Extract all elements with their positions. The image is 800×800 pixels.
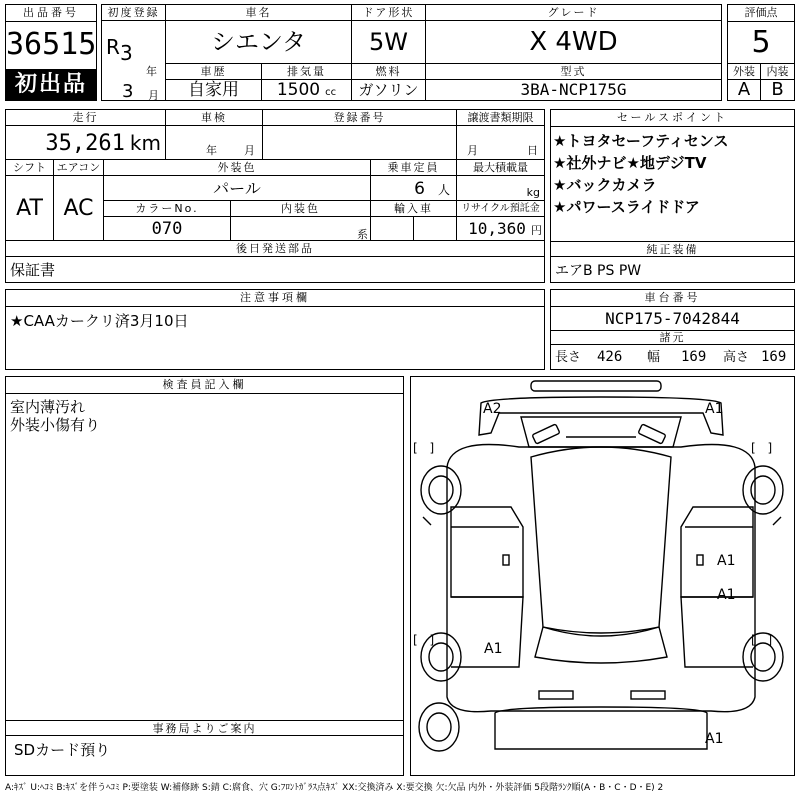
- era-letter: R: [106, 35, 120, 59]
- color-label: 外装色: [104, 160, 371, 176]
- score-box: [727, 4, 795, 101]
- color-value: パール: [104, 176, 371, 201]
- bracket-mark: [ ]: [751, 441, 777, 455]
- score-value: 5: [728, 21, 794, 64]
- import-value-a: [371, 217, 414, 241]
- car-name-label: 車名: [166, 5, 352, 21]
- recycle-value: [457, 217, 544, 241]
- spec-row: [551, 346, 794, 369]
- displacement-number: 1500: [276, 80, 321, 100]
- sales-points-label: セールスポイント: [551, 110, 794, 127]
- notes-box: [5, 289, 545, 370]
- color-no-label: カラーNo.: [104, 201, 231, 217]
- capacity-label: 乗車定員: [371, 160, 457, 176]
- shift-value: AT: [6, 176, 54, 241]
- door-label: ドア形状: [352, 5, 426, 21]
- bracket-mark: [ ]: [413, 441, 439, 455]
- import-label: 輸入車: [371, 201, 457, 217]
- door-value: 5W: [352, 21, 426, 64]
- width-value: 169: [681, 349, 707, 365]
- displacement-label: 排気量: [262, 64, 352, 80]
- later-label: 後日発送部品: [6, 241, 544, 257]
- inspector-box: [5, 376, 404, 776]
- car-diagram-svg: [411, 377, 794, 775]
- reg-year: 3: [120, 41, 133, 65]
- height-label: 高さ: [723, 350, 750, 365]
- displacement-unit: cc: [325, 87, 337, 98]
- sales-points-box: [550, 109, 795, 283]
- plate-label: 登録番号: [263, 110, 457, 126]
- inspector-line-1: 室内薄汚れ: [10, 398, 86, 416]
- sales-point-item: ★トヨタセーフティセンス: [553, 132, 729, 150]
- inspection-year-unit: 年: [206, 144, 217, 157]
- exterior-grade: A: [728, 80, 761, 100]
- displacement-value: [262, 80, 352, 100]
- model-value: 3BA-NCP175G: [520, 80, 627, 99]
- fuel-label: 燃料: [352, 64, 426, 80]
- load-label: 最大積載量: [457, 160, 544, 176]
- office-label: 事務局よりご案内: [6, 720, 403, 736]
- inspector-line-2: 外装小傷有り: [10, 416, 101, 434]
- recycle-label: リサイクル預託金: [457, 201, 544, 217]
- first-listing-badge: 初出品: [6, 69, 96, 100]
- capacity-number: 6: [414, 179, 425, 199]
- bracket-mark: [ ]: [751, 633, 777, 647]
- length-label: 長さ: [555, 350, 582, 365]
- grade-label: グレード: [426, 5, 721, 21]
- mileage-number: 35,261: [45, 131, 125, 156]
- length-value: 426: [597, 349, 623, 365]
- damage-mark: A1: [484, 641, 503, 657]
- later-value: 保証書: [10, 261, 56, 279]
- recycle-number: 10,360: [468, 219, 526, 238]
- history-label: 車歴: [166, 64, 262, 80]
- damage-mark: A1: [717, 553, 736, 569]
- import-value-b: [414, 217, 457, 241]
- recycle-unit: 円: [531, 224, 542, 237]
- notes-value: ★CAAカークリ済3月10日: [10, 312, 189, 330]
- mileage-label: 走行: [6, 110, 166, 126]
- capacity-value: [371, 176, 457, 201]
- first-reg-label: 初度登録: [102, 5, 166, 21]
- lot-number: 36515: [6, 27, 97, 62]
- damage-mark: A1: [705, 401, 724, 417]
- shift-label: シフト: [6, 160, 54, 176]
- spec-label: 諸元: [551, 331, 794, 345]
- damage-mark: A1: [717, 587, 736, 603]
- sales-point-item: ★バックカメラ: [553, 176, 657, 194]
- damage-mark: A2: [483, 401, 502, 417]
- transfer-month-unit: 月: [467, 144, 478, 157]
- chassis-box: [550, 289, 795, 370]
- first-reg-value: [102, 21, 166, 100]
- sales-point-item: ★社外ナビ★地デジTV: [553, 154, 707, 172]
- ac-value: AC: [54, 176, 104, 241]
- interior-color-label: 内装色: [231, 201, 371, 217]
- car-diagram: [410, 376, 795, 776]
- sales-point-item: ★パワースライドドア: [553, 198, 700, 216]
- mileage-value: [6, 126, 166, 160]
- vehicle-header-table: [101, 4, 722, 101]
- transfer-value: [457, 126, 544, 160]
- month-unit: 月: [148, 89, 159, 102]
- damage-legend: A:ｷｽﾞ U:ﾍｺﾐ B:ｷｽﾞを伴うﾍｺﾐ P:要塗装 W:補修跡 S:錆 C:腐食、穴 G:ﾌﾛﾝﾄｶﾞﾗｽ点ｷｽﾞ XX:交換済み X:要交換 欠:欠品 内外・外装評価 5段階ﾗﾝｸ順(A・B・C・D・E) 2: [5, 783, 664, 793]
- inspection-label: 車検: [166, 110, 263, 126]
- damage-mark: A1: [705, 731, 724, 747]
- bracket-mark: [ ]: [413, 633, 439, 647]
- model-label: 型式: [426, 64, 721, 80]
- lot-label: 出品番号: [6, 5, 96, 22]
- inspection-value: [166, 126, 263, 160]
- interior-label: 内装: [761, 64, 794, 80]
- transfer-label: 譲渡書類期限: [457, 110, 544, 126]
- reg-month: 3: [122, 81, 134, 102]
- ac-label: エアコン: [54, 160, 104, 176]
- interior-grade: B: [771, 79, 784, 100]
- interior-color-value: [231, 217, 371, 241]
- office-value: SDカード預り: [14, 741, 111, 759]
- score-label: 評価点: [728, 5, 794, 22]
- plate-value: [263, 126, 457, 160]
- history-value: 自家用: [166, 80, 262, 100]
- grade-value: X 4WD: [426, 21, 721, 64]
- notes-label: 注意事項欄: [6, 290, 544, 307]
- inspector-label: 検査員記入欄: [6, 377, 403, 394]
- load-value: [457, 176, 544, 201]
- equipment-label: 純正装備: [551, 241, 794, 257]
- chassis-value: NCP175-7042844: [551, 306, 794, 331]
- details-table: [5, 109, 545, 283]
- capacity-unit: 人: [437, 183, 450, 197]
- exterior-label: 外装: [728, 64, 761, 80]
- transfer-day-unit: 日: [527, 144, 538, 157]
- inspection-month-unit: 月: [244, 144, 255, 157]
- equipment-value: エアB PS PW: [555, 263, 642, 279]
- color-no-value: 070: [104, 217, 231, 241]
- car-name-value: シエンタ: [166, 21, 352, 64]
- year-unit: 年: [146, 65, 157, 78]
- height-value: 169: [761, 349, 787, 365]
- interior-color-unit: 系: [357, 228, 368, 241]
- lot-box: [5, 4, 97, 101]
- chassis-label: 車台番号: [551, 290, 794, 307]
- mileage-unit: km: [129, 131, 161, 155]
- load-unit: kg: [526, 186, 540, 199]
- width-label: 幅: [647, 350, 661, 365]
- fuel-value: ガソリン: [352, 80, 426, 100]
